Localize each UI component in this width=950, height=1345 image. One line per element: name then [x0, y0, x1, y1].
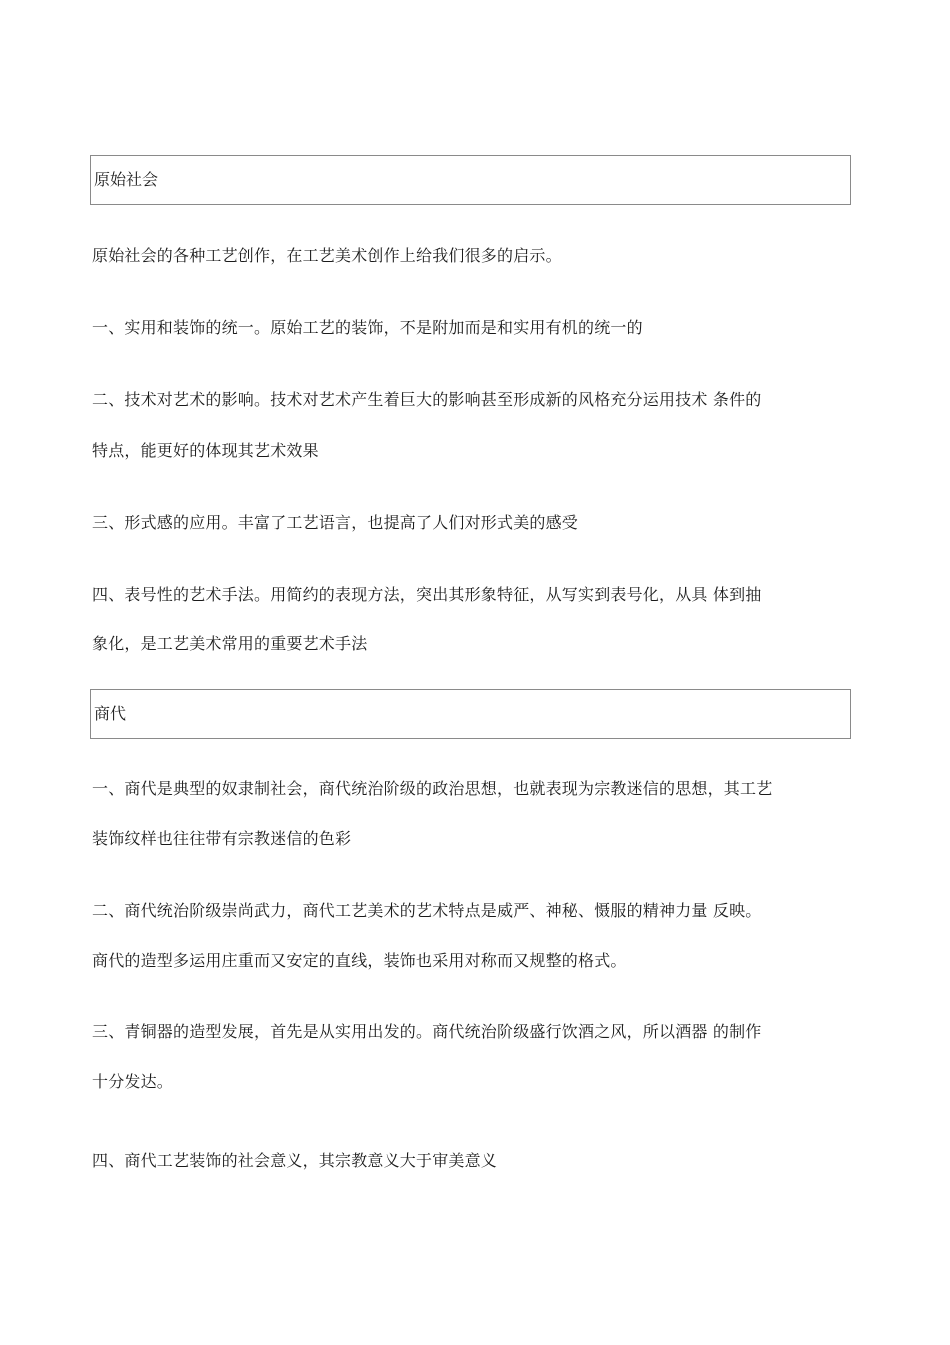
paragraph-line: 装饰纹样也往往带有宗教迷信的色彩: [92, 829, 352, 848]
section-heading-box-shang-dynasty: [90, 689, 851, 739]
paragraph-line: 四、商代工艺装饰的社会意义，其宗教意义大于审美意义: [92, 1151, 498, 1170]
paragraph-line: 象化，是工艺美术常用的重要艺术手法: [92, 634, 368, 653]
section-title: 商代: [94, 704, 127, 723]
paragraph-line: 二、商代统治阶级崇尚武力，商代工艺美术的艺术特点是威严、神秘、慑服的精神力量 反映。: [92, 901, 762, 920]
paragraph-line: 一、实用和装饰的统一。原始工艺的装饰，不是附加而是和实用有机的统一的: [92, 318, 643, 337]
paragraph-line: 三、形式感的应用。丰富了工艺语言，也提高了人们对形式美的感受: [92, 513, 579, 532]
paragraph-line: 二、技术对艺术的影响。技术对艺术产生着巨大的影响甚至形成新的风格充分运用技术 条件的: [92, 390, 762, 409]
paragraph-line: 原始社会的各种工艺创作，在工艺美术创作上给我们很多的启示。: [92, 246, 562, 265]
section-title: 原始社会: [94, 170, 159, 189]
paragraph-line: 三、青铜器的造型发展，首先是从实用出发的。商代统治阶级盛行饮酒之风，所以酒器 的制作: [92, 1022, 762, 1041]
paragraph-line: 一、商代是典型的奴隶制社会，商代统治阶级的政治思想，也就表现为宗教迷信的思想，其工艺: [92, 779, 773, 798]
paragraph-line: 特点，能更好的体现其艺术效果: [92, 441, 319, 460]
paragraph-line: 十分发达。: [92, 1072, 174, 1091]
section-heading-box-primitive-society: [90, 155, 851, 205]
paragraph-line: 四、表号性的艺术手法。用简约的表现方法，突出其形象特征，从写实到表号化，从具 体到抽: [92, 585, 762, 604]
paragraph-line: 商代的造型多运用庄重而又安定的直线，装饰也采用对称而又规整的格式。: [92, 951, 627, 970]
